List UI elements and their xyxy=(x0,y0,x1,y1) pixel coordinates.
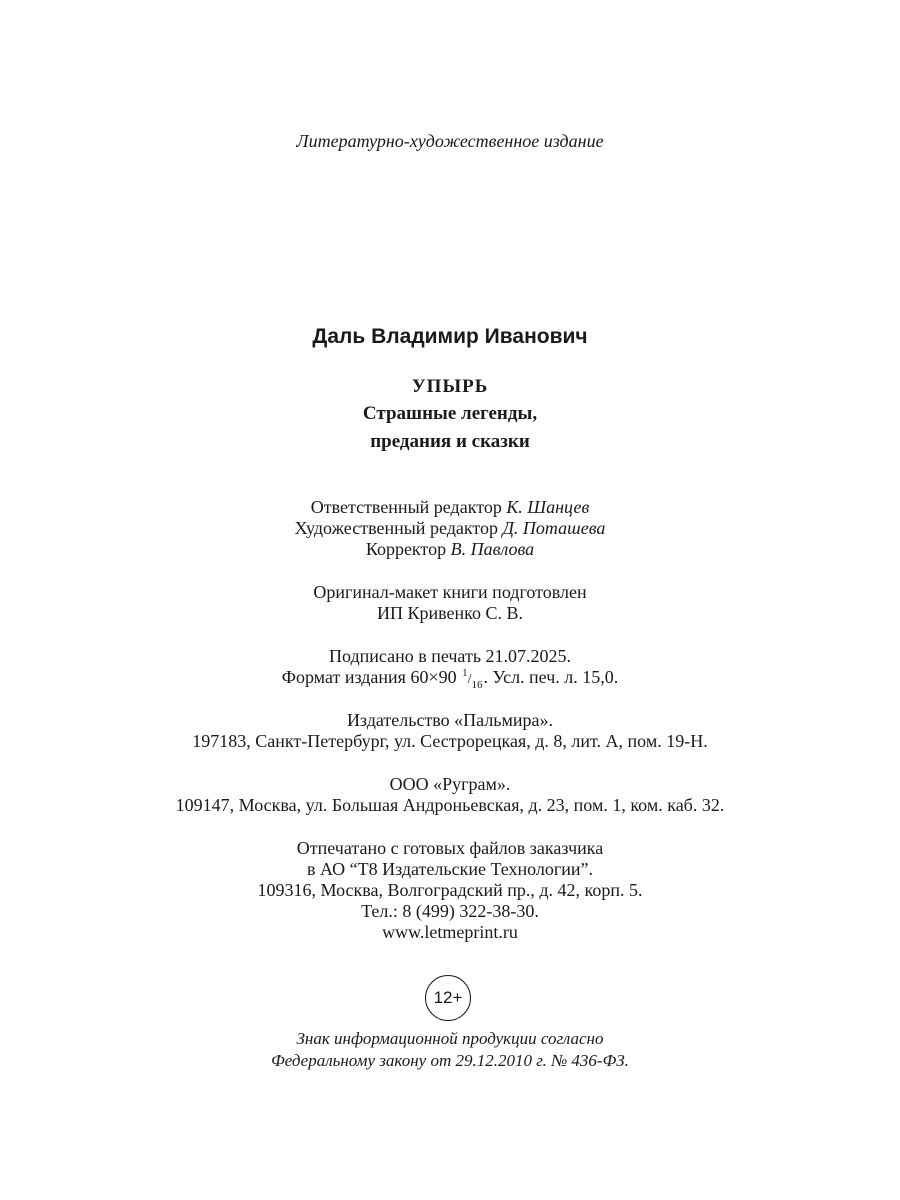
printer-website: www.letmeprint.ru xyxy=(382,922,518,942)
format-prefix: Формат издания 60×90 xyxy=(281,667,462,687)
format-fraction xyxy=(462,668,482,691)
credit-proofreader xyxy=(0,538,900,560)
credit-art-editor xyxy=(0,517,900,539)
book-subtitle-line-1: Страшные легенды, xyxy=(362,403,538,424)
printer-line-1: Отпечатано с готовых файлов заказчика xyxy=(296,838,604,858)
credit-role: Ответственный редактор xyxy=(310,497,507,517)
print-format xyxy=(0,666,900,691)
publisher-name: Издательство «Пальмира». xyxy=(346,710,554,730)
format-fraction-slash: / xyxy=(467,672,472,687)
credit-role: Художественный редактор xyxy=(294,518,503,538)
layout-prep-line-1: Оригинал-макет книги подготовлен xyxy=(313,582,587,602)
credit-person: В. Павлова xyxy=(450,539,535,559)
credit-responsible-editor xyxy=(0,496,900,518)
age-rating-text: 12+ xyxy=(433,988,463,1007)
author-name: Даль Владимир Иванович xyxy=(312,325,588,348)
format-suffix: . Усл. печ. л. 15,0. xyxy=(483,667,619,687)
publisher-address: 197183, Санкт-Петербург, ул. Сестрорецкая, д. 8, лит. А, пом. 19-Н. xyxy=(192,731,708,751)
credit-person: Д. Поташева xyxy=(502,518,606,538)
credit-role: Корректор xyxy=(365,539,451,559)
edition-type-label: Литературно-художественное издание xyxy=(296,131,604,151)
layout-prep-line-2: ИП Кривенко С. В. xyxy=(377,603,523,623)
printer-line-2: в АО “Т8 Издательские Технологии”. xyxy=(306,859,594,879)
book-title: УПЫРЬ xyxy=(411,376,489,397)
info-product-notice-line-1: Знак информационной продукции согласно xyxy=(296,1029,604,1048)
distributor-address: 109147, Москва, ул. Большая Андроньевская, д. 23, пом. 1, ком. каб. 32. xyxy=(175,795,725,815)
book-subtitle-line-2: предания и сказки xyxy=(370,431,530,452)
credit-person: К. Шанцев xyxy=(506,497,590,517)
age-rating-badge xyxy=(425,975,471,1021)
distributor-name: ООО «Руграм». xyxy=(389,774,511,794)
info-product-notice-line-2: Федеральному закону от 29.12.2010 г. № 436-ФЗ. xyxy=(271,1051,629,1070)
printer-address: 109316, Москва, Волгоградский пр., д. 42, корп. 5. xyxy=(257,880,643,900)
format-fraction-numerator: 1 xyxy=(462,667,468,679)
signed-to-print: Подписано в печать 21.07.2025. xyxy=(328,646,572,666)
printer-phone: Тел.: 8 (499) 322-38-30. xyxy=(361,901,539,921)
format-fraction-denominator: 16 xyxy=(471,679,483,691)
